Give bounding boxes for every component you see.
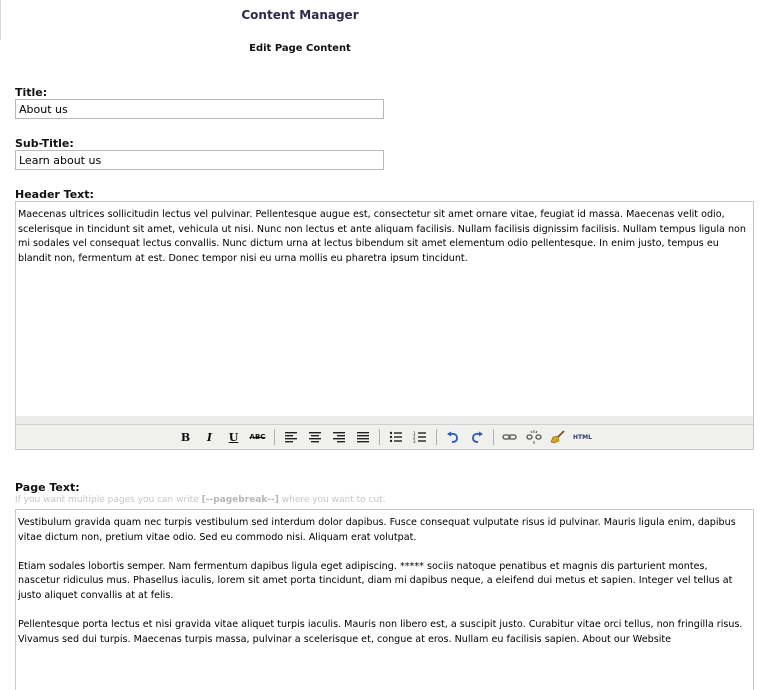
strikethrough-button[interactable]: ABC bbox=[249, 433, 266, 441]
bullet-list-button[interactable] bbox=[386, 428, 406, 446]
link-icon bbox=[502, 431, 518, 443]
align-left-button[interactable] bbox=[281, 428, 301, 446]
align-left-icon bbox=[284, 431, 298, 443]
align-right-icon bbox=[332, 431, 346, 443]
hint-pagebreak-code: [--pagebreak--] bbox=[201, 495, 279, 505]
editor-resize-area bbox=[16, 416, 753, 424]
subtitle-input[interactable] bbox=[15, 150, 384, 170]
svg-text:3: 3 bbox=[412, 439, 416, 443]
toolbar-separator bbox=[493, 429, 494, 445]
numbered-list-icon bbox=[413, 431, 427, 443]
redo-button[interactable] bbox=[467, 428, 487, 446]
toolbar-separator bbox=[379, 429, 380, 445]
align-right-button[interactable] bbox=[329, 428, 349, 446]
page-text-hint bbox=[15, 495, 386, 505]
cleanup-button[interactable] bbox=[548, 428, 568, 446]
svg-text:1: 1 bbox=[412, 431, 416, 436]
bold-button[interactable]: B bbox=[180, 430, 191, 444]
title-label: Title: bbox=[15, 86, 48, 99]
header-text-content[interactable]: Maecenas ultrices sollicitudin lectus vel pulvinar. Pellentesque augue est, consectetur sit amet ornare vitae, feugiat id massa. Maecenas velit odio, scelerisque in tincidunt sit amet, vehicula ut nisi. Nunc non lectus et ante aliquam facilisis. Nullam facilisis dignissim facilisis. Nullam tempus ligula non mi sodales vel consequat lectus convallis. Nunc dictum urna at lectus bibendum sit amet elementum odio pellentesque. In enim justo, tempus eu blandit non, fermentum at est. Donec tempor nisi eu urna mollis eu pharetra ipsum tincidunt. bbox=[18, 209, 750, 264]
hint-prefix: If you want multiple pages you can write bbox=[15, 495, 202, 505]
unlink-icon bbox=[526, 430, 542, 444]
header-text-editor[interactable] bbox=[15, 201, 754, 450]
broom-icon bbox=[550, 430, 566, 444]
align-center-icon bbox=[308, 431, 322, 443]
header-text-label: Header Text: bbox=[15, 188, 94, 201]
html-source-button[interactable]: HTML bbox=[573, 433, 592, 441]
hint-suffix: where you want to cut. bbox=[278, 495, 386, 505]
align-justify-icon bbox=[356, 431, 370, 443]
align-justify-button[interactable] bbox=[353, 428, 373, 446]
title-input[interactable] bbox=[15, 99, 384, 119]
insert-link-button[interactable] bbox=[500, 428, 520, 446]
toolbar-separator bbox=[274, 429, 275, 445]
redo-icon bbox=[470, 431, 484, 443]
app-title: Content Manager bbox=[241, 8, 359, 22]
bullet-list-icon bbox=[389, 431, 403, 443]
underline-button[interactable]: U bbox=[228, 430, 239, 444]
subtitle-label: Sub-Title: bbox=[15, 137, 74, 150]
page-text-editor[interactable] bbox=[15, 509, 754, 690]
page-text-label: Page Text: bbox=[15, 481, 80, 494]
unlink-button[interactable] bbox=[524, 428, 544, 446]
undo-icon bbox=[446, 431, 460, 443]
editor-toolbar bbox=[16, 424, 753, 449]
align-center-button[interactable] bbox=[305, 428, 325, 446]
page-text-content[interactable]: Vestibulum gravida quam nec turpis vestibulum sed interdum dolor dapibus. Fusce consequat vulputate risus id pulvinar. Mauris ligula enim, dapibus vitae dictum non, pretium vitae odio. Sed eu commodo nisi. Aliquam erat volutpat. Etiam sodales lobortis semper. Nam fermentum dapibus ligula eget adipiscing. ***** sociis natoque penatibus et magnis dis parturient montes, nascetur ridiculus mus. Phasellus iaculis, lorem sit amet porta tincidunt, diam mi dapibus neque, a eleifend dui metus et sapien. Integer vel tellus at justo aliquet convallis at at felis. Pellentesque porta lectus et nisi gravida vitae aliquet turpis iaculis. Mauris non libero est, a suscipit justo. Curabitur vitae orci tellus, non fringilla risus. Vivamus sed dui turpis. Maecenas turpis massa, pulvinar a scelerisque et, congue at eros. Nullam eu facilisis sapien. About our Website bbox=[18, 517, 743, 645]
page-subtitle: Edit Page Content bbox=[249, 43, 351, 54]
toolbar-separator bbox=[436, 429, 437, 445]
numbered-list-button[interactable] bbox=[410, 428, 430, 446]
svg-text:2: 2 bbox=[412, 435, 416, 440]
italic-button[interactable]: I bbox=[206, 430, 213, 444]
undo-button[interactable] bbox=[443, 428, 463, 446]
